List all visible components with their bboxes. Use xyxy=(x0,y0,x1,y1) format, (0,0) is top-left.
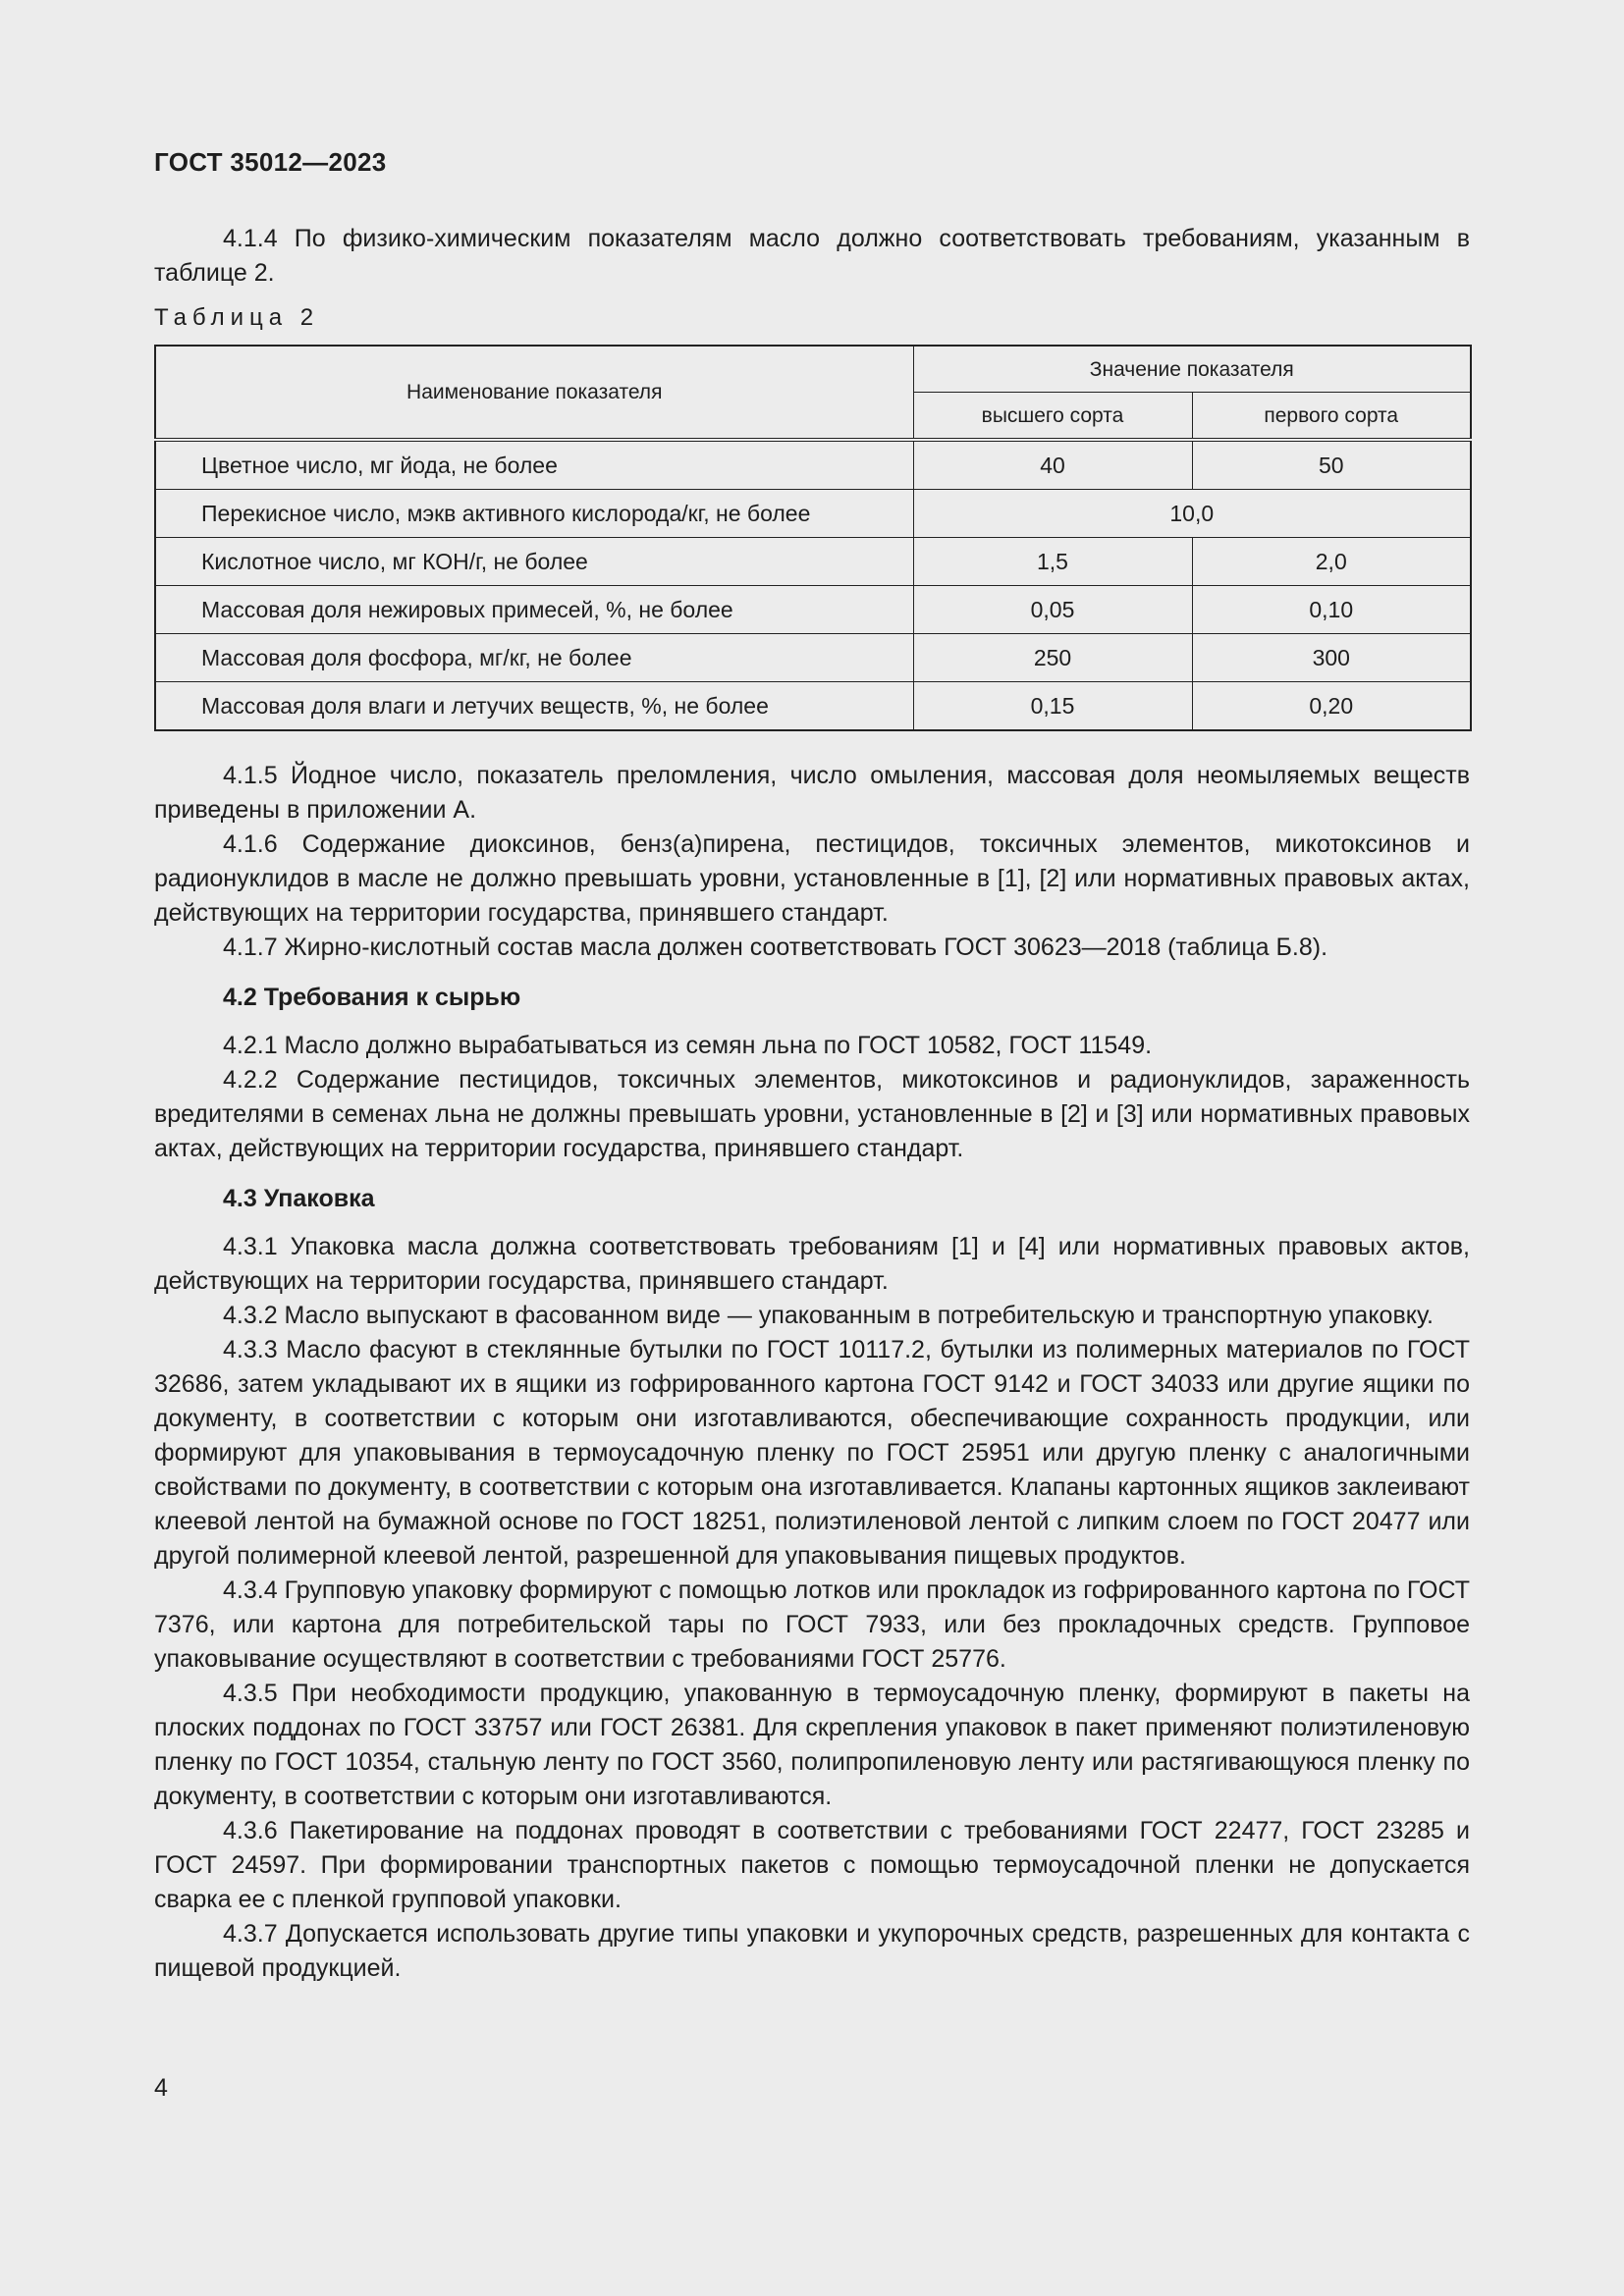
header-grade-highest: высшего сорта xyxy=(913,393,1192,441)
row-value-highest: 0,05 xyxy=(913,586,1192,634)
header-grade-first: первого сорта xyxy=(1192,393,1471,441)
table-row xyxy=(155,682,1471,731)
paragraph-4-3-4: 4.3.4 Групповую упаковку формируют с помощью лотков или прокладок из гофрированного картона по ГОСТ 7376, или картона для потребительской тары по ГОСТ 7933, или без прокладочных средств. Групповое упаковывание осуществляют в соответствии с требованиями ГОСТ 25776. xyxy=(154,1576,1470,1673)
row-value-merged: 10,0 xyxy=(913,490,1471,538)
header-indicator-name: Наименование показателя xyxy=(155,346,913,440)
row-value-first: 0,20 xyxy=(1192,682,1471,731)
section-heading-4-2: 4.2 Требования к сырью xyxy=(223,984,521,1011)
paragraph-4-2-2: 4.2.2 Содержание пестицидов, токсичных элементов, микотоксинов и радионуклидов, зараженность вредителями в семенах льна не должны превышать уровни, установленные в [2] и [3] или нормативных правовых актах, действующих на территории государства, принявшего стандарт. xyxy=(154,1066,1470,1162)
table-row xyxy=(155,538,1471,586)
paragraph-4-1-7: 4.1.7 Жирно-кислотный состав масла должен соответствовать ГОСТ 30623—2018 (таблица Б.8). xyxy=(223,934,1328,961)
table-row xyxy=(155,586,1471,634)
paragraph-4-3-6: 4.3.6 Пакетирование на поддонах проводят в соответствии с требованиями ГОСТ 22477, ГОСТ 23285 и ГОСТ 24597. При формировании транспортных пакетов с помощью термоусадочной пленки не допускается сварка ее с пленкой групповой упаковки. xyxy=(154,1817,1470,1913)
paragraph-4-3-3: 4.3.3 Масло фасуют в стеклянные бутылки по ГОСТ 10117.2, бутылки из полимерных материалов по ГОСТ 32686, затем укладывают их в ящики из гофрированного картона ГОСТ 9142 и ГОСТ 34033 или другие ящики по документу, в соответствии с которым они изготавливаются, обеспечивающие сохранность продукции, или формируют для упаковывания в термоусадочную пленку по ГОСТ 25951 или другую пленку с аналогичными свойствами по документу, в соответствии с которым она изготавливается. Клапаны картонных ящиков заклеивают клеевой лентой на бумажной основе по ГОСТ 18251, полиэтиленовой лентой с липким слоем по ГОСТ 20477 или другой полимерной клеевой лентой, разрешенной для упаковывания пищевых продуктов. xyxy=(154,1336,1470,1570)
row-value-highest: 1,5 xyxy=(913,538,1192,586)
document-code: ГОСТ 35012—2023 xyxy=(154,147,387,177)
table-row xyxy=(155,440,1471,490)
row-value-highest: 0,15 xyxy=(913,682,1192,731)
paragraph-4-3-5: 4.3.5 При необходимости продукцию, упакованную в термоусадочную пленку, формируют в пакеты на плоских поддонах по ГОСТ 33757 или ГОСТ 26381. Для скрепления упаковок в пакет применяют полиэтиленовую пленку по ГОСТ 10354, стальную ленту по ГОСТ 3560, полипропиленовую ленту или растягивающуюся пленку по документу, в соответствии с которым они изготавливаются. xyxy=(154,1680,1470,1810)
row-value-first: 300 xyxy=(1192,634,1471,682)
paragraph-4-3-1: 4.3.1 Упаковка масла должна соответствовать требованиям [1] и [4] или нормативных правовых актов, действующих на территории государства, принявшего стандарт. xyxy=(154,1233,1470,1295)
row-name: Перекисное число, мэкв активного кислорода/кг, не более xyxy=(155,490,913,538)
page-number: 4 xyxy=(154,2074,168,2102)
row-name: Кислотное число, мг КОН/г, не более xyxy=(155,538,913,586)
paragraph-4-2-1: 4.2.1 Масло должно вырабатываться из семян льна по ГОСТ 10582, ГОСТ 11549. xyxy=(223,1032,1153,1059)
row-name: Цветное число, мг йода, не более xyxy=(155,440,913,490)
row-name: Массовая доля нежировых примесей, %, не более xyxy=(155,586,913,634)
paragraph-4-1-6: 4.1.6 Содержание диоксинов, бенз(а)пирена, пестицидов, токсичных элементов, микотоксинов и радионуклидов в масле не должно превышать уровни, установленные в [1], [2] или нормативных правовых актах, действующих на территории государства, принявшего стандарт. xyxy=(154,830,1470,927)
row-value-highest: 250 xyxy=(913,634,1192,682)
paragraph-4-1-4: 4.1.4 По физико-химическим показателям масло должно соответствовать требованиям, указанным в таблице 2. xyxy=(154,225,1470,287)
page-content xyxy=(154,222,1470,1986)
row-value-first: 2,0 xyxy=(1192,538,1471,586)
row-value-highest: 40 xyxy=(913,440,1192,490)
row-name: Массовая доля фосфора, мг/кг, не более xyxy=(155,634,913,682)
indicators-table xyxy=(154,345,1472,731)
paragraph-4-3-7: 4.3.7 Допускается использовать другие типы упаковки и укупорочных средств, разрешенных для контакта с пищевой продукцией. xyxy=(154,1920,1470,1982)
table-row xyxy=(155,634,1471,682)
table-row xyxy=(155,490,1471,538)
row-value-first: 50 xyxy=(1192,440,1471,490)
paragraph-4-3-2: 4.3.2 Масло выпускают в фасованном виде — упакованным в потребительскую и транспортную упаковку. xyxy=(223,1302,1434,1329)
header-indicator-value: Значение показателя xyxy=(913,346,1471,393)
table-caption: Таблица 2 xyxy=(154,304,320,331)
row-value-first: 0,10 xyxy=(1192,586,1471,634)
row-name: Массовая доля влаги и летучих веществ, %, не более xyxy=(155,682,913,731)
section-heading-4-3: 4.3 Упаковка xyxy=(223,1185,375,1212)
paragraph-4-1-5: 4.1.5 Йодное число, показатель преломления, число омыления, массовая доля неомыляемых веществ приведены в приложении А. xyxy=(154,762,1470,824)
